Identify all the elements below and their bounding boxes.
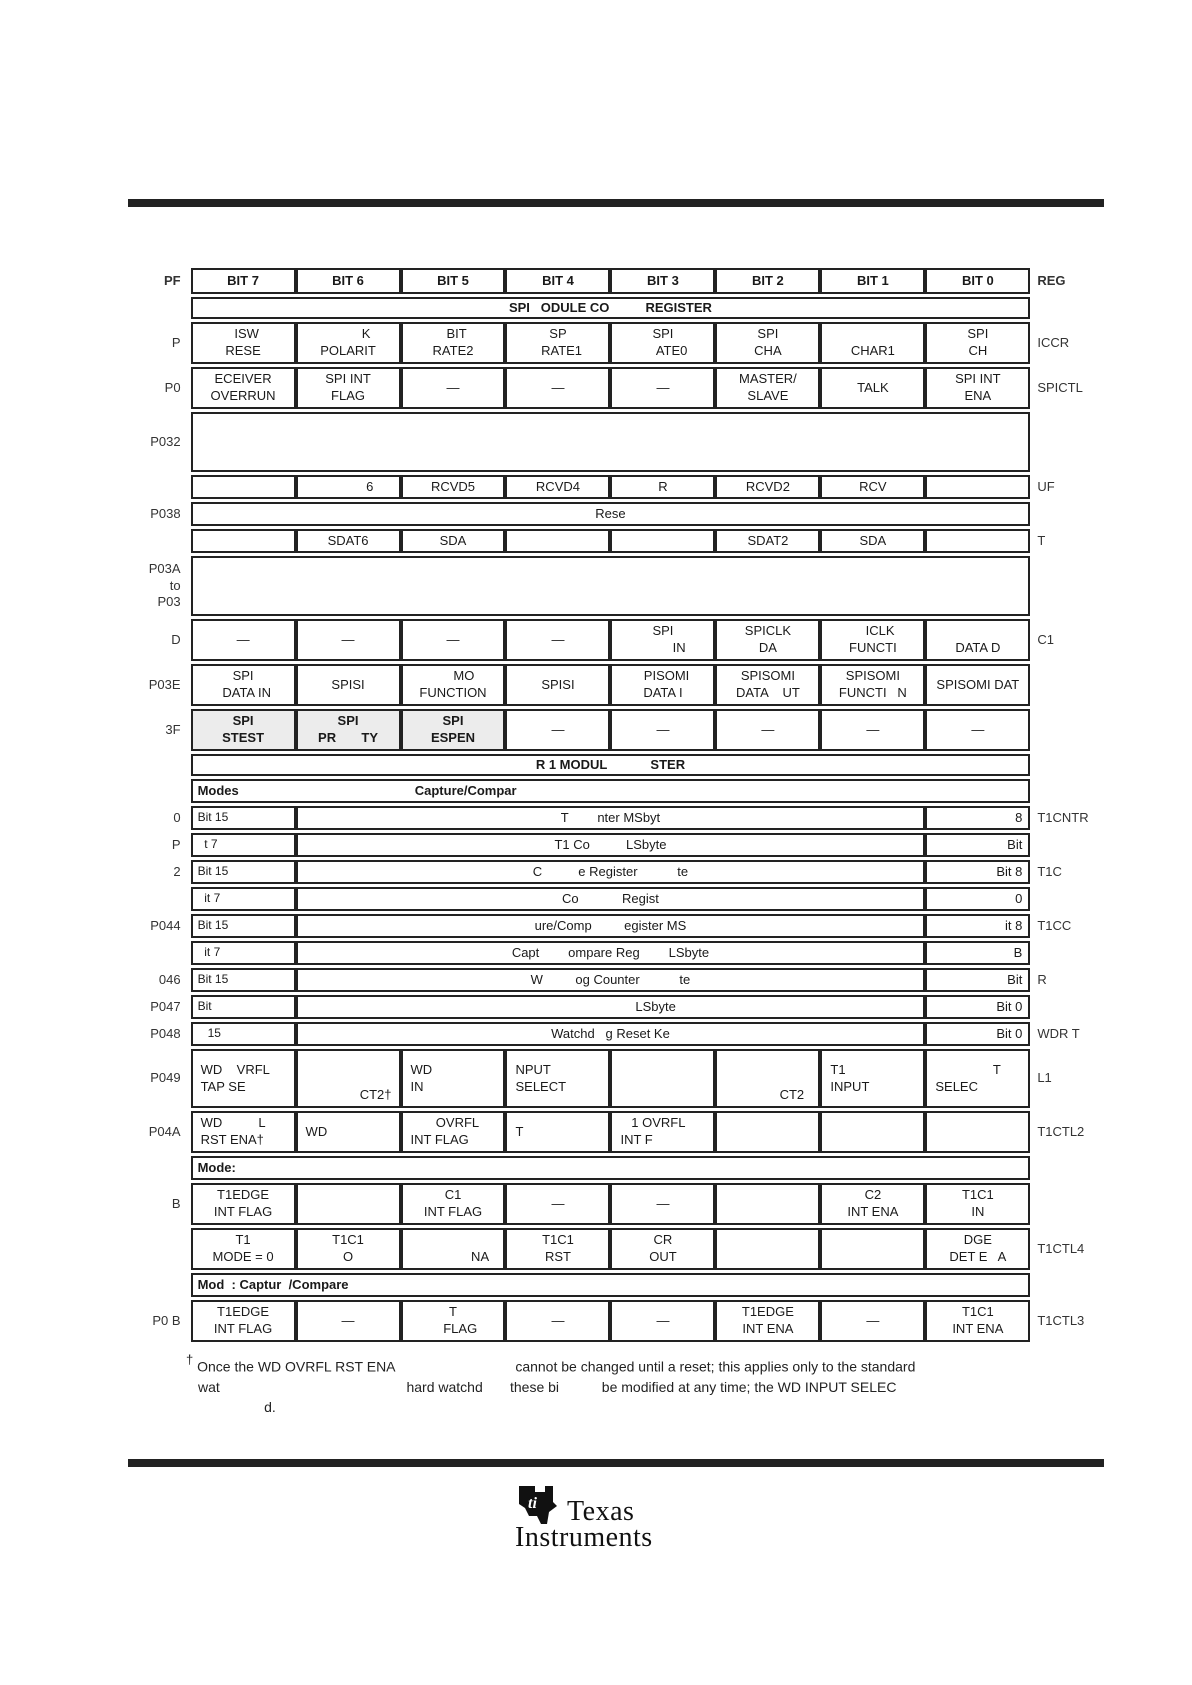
bit-cell: [610, 529, 715, 553]
register-row: [128, 619, 1098, 661]
bit-cell: —: [505, 619, 610, 661]
logo-word-texas: Texas: [567, 1496, 635, 1527]
register-name: C1: [1037, 631, 1054, 647]
bit-cell: —: [820, 1300, 925, 1342]
bit-cell: [925, 529, 1030, 553]
bit-header: BIT 1: [820, 268, 925, 294]
word-row: [128, 968, 1098, 992]
bit-cell: ISW RESE: [191, 322, 296, 364]
bit-cell: MO FUNCTION: [401, 664, 506, 706]
register-table: [128, 265, 1098, 1345]
bit-header: BIT 5: [401, 268, 506, 294]
register-row: [128, 1228, 1098, 1270]
bit-cell: 6: [296, 475, 401, 499]
bit-cell: [820, 1228, 925, 1270]
register-row: [128, 367, 1098, 409]
register-row: [128, 322, 1098, 364]
register-name: R: [1037, 971, 1047, 987]
bit-cell: SPI CHA: [715, 322, 820, 364]
pf-address: P049: [150, 1070, 181, 1086]
register-name: [1030, 297, 1098, 319]
bit-cell: —: [820, 709, 925, 751]
register-word-name: Co Regist: [296, 887, 926, 911]
pf-address: [128, 887, 191, 911]
section-row: [128, 754, 1098, 776]
pf-address: P032: [150, 433, 181, 449]
register-name: UF: [1037, 478, 1055, 494]
register-row: [128, 709, 1098, 751]
bit-cell: SPISOMI FUNCTI N: [820, 664, 925, 706]
bit-cell: [610, 1049, 715, 1108]
bit-cell: DATA D: [925, 619, 1030, 661]
bit-cell: SPISOMI DATA UT: [715, 664, 820, 706]
register-name: [1030, 664, 1098, 706]
dagger-mark: †: [186, 1352, 194, 1367]
bit-cell: SDAT6: [296, 529, 401, 553]
mode-row: [128, 1156, 1098, 1180]
bit-cell: C2 INT ENA: [820, 1183, 925, 1225]
mode-label: Modes: [197, 782, 239, 798]
bit-cell: TALK: [820, 367, 925, 409]
bit-cell: SPICLK DA: [715, 619, 820, 661]
word-row: [128, 1022, 1098, 1046]
bit-cell: —: [610, 1183, 715, 1225]
lsb-label: Bit 0: [925, 1022, 1030, 1046]
pf-address: D: [171, 631, 181, 647]
bit-cell: WD: [296, 1111, 401, 1153]
bit-header: BIT 6: [296, 268, 401, 294]
register-row: [128, 1049, 1098, 1108]
pf-address: P03E: [148, 676, 181, 692]
footnote-line-1: Once the WD OVRFL RST ENA cannot be changed until a reset; this applies only to the standard: [197, 1358, 916, 1375]
section-title-spi: SPI ODULE CO REGISTER: [191, 297, 1031, 319]
mode-row: [128, 1273, 1098, 1297]
bit-cell: SP RATE1: [505, 322, 610, 364]
bit-cell: [296, 1183, 401, 1225]
bit-cell: [715, 1183, 820, 1225]
bit-cell: WD IN: [401, 1049, 506, 1108]
pf-address: [128, 1273, 191, 1297]
register-name: [1030, 709, 1098, 751]
bit-cell: CT2: [715, 1049, 820, 1108]
register-row: [128, 502, 1098, 526]
bit-cell: T1C1 INT ENA: [925, 1300, 1030, 1342]
bit-cell: T SELEC: [925, 1049, 1030, 1108]
bit-cell: [925, 1111, 1030, 1153]
register-row: [128, 1300, 1098, 1342]
register-name: [1030, 1183, 1098, 1225]
register-name: [1030, 556, 1098, 616]
bit-cell: [925, 475, 1030, 499]
bit-header: BIT 3: [610, 268, 715, 294]
bit-cell: T1C1 O: [296, 1228, 401, 1270]
register-word-name: T1 Co LSbyte: [296, 833, 926, 857]
reserved-block: [191, 412, 1031, 472]
bit-cell: T1 MODE = 0: [191, 1228, 296, 1270]
bit-cell: SPI CH: [925, 322, 1030, 364]
register-name: [1030, 941, 1098, 965]
register-name: T1CTL2: [1037, 1123, 1085, 1139]
bit-cell: R: [610, 475, 715, 499]
bit-cell: SPISI: [296, 664, 401, 706]
word-row: [128, 806, 1098, 830]
word-row: [128, 887, 1098, 911]
lsb-label: it 8: [925, 914, 1030, 938]
bit-cell: —: [296, 1300, 401, 1342]
pf-address: 2: [173, 863, 181, 879]
footnote: [186, 1352, 1016, 1417]
svg-text:ti: ti: [528, 1495, 537, 1512]
bit-cell: CHAR1: [820, 322, 925, 364]
bit-cell: RCV: [820, 475, 925, 499]
register-name: [1030, 779, 1098, 803]
register-name: SPICTL: [1037, 379, 1083, 395]
bit-cell: T FLAG: [401, 1300, 506, 1342]
bit-cell: SPISOMI DAT: [925, 664, 1030, 706]
register-name: T1CTL3: [1037, 1312, 1085, 1328]
msb-label: it 7: [191, 887, 296, 911]
register-word-name: Watchd g Reset Ke: [296, 1022, 926, 1046]
footnote-line-3: d.: [198, 1398, 276, 1415]
register-word-name: C e Register te: [296, 860, 926, 884]
bit-cell: T1EDGE INT FLAG: [191, 1300, 296, 1342]
bit-cell: NPUT SELECT: [505, 1049, 610, 1108]
header-row: [128, 268, 1098, 294]
bit-cell: SPI STEST: [191, 709, 296, 751]
lsb-label: 8: [925, 806, 1030, 830]
register-name: [1030, 1156, 1098, 1180]
lsb-label: Bit 0: [925, 995, 1030, 1019]
pf-address: P: [171, 836, 181, 852]
bit-cell: SPI INT FLAG: [296, 367, 401, 409]
bit-header: BIT 0: [925, 268, 1030, 294]
texas-instruments-logo: [513, 1478, 723, 1553]
pf-address: [128, 1156, 191, 1180]
bit-cell: CR OUT: [610, 1228, 715, 1270]
bit-cell: [820, 1111, 925, 1153]
bit-cell: —: [505, 709, 610, 751]
msb-label: Bit 15: [191, 806, 296, 830]
section-row: [128, 297, 1098, 319]
bit-cell: —: [715, 709, 820, 751]
bit-cell: NA: [401, 1228, 506, 1270]
bit-cell: CT2†: [296, 1049, 401, 1108]
bit-cell: —: [191, 619, 296, 661]
bit-cell: C1 INT FLAG: [401, 1183, 506, 1225]
register-name: L1: [1037, 1070, 1052, 1086]
bit-cell: —: [610, 367, 715, 409]
pf-address: P03A to P03: [148, 560, 181, 610]
bit-cell: ECEIVER OVERRUN: [191, 367, 296, 409]
pf-address: [128, 754, 191, 776]
register-name: REG: [1037, 272, 1066, 288]
bit-cell: OVRFL INT FLAG: [401, 1111, 506, 1153]
bit-cell: SDA: [401, 529, 506, 553]
pf-address: [128, 1228, 191, 1270]
pf-address: P0: [164, 379, 181, 395]
word-row: [128, 860, 1098, 884]
bit-cell: WD VRFL TAP SE: [191, 1049, 296, 1108]
bit-cell: [191, 475, 296, 499]
msb-label: 15: [191, 1022, 296, 1046]
bit-cell: [505, 529, 610, 553]
bit-cell: [715, 1111, 820, 1153]
bit-cell: PISOMI DATA I: [610, 664, 715, 706]
bit-cell: —: [610, 709, 715, 751]
register-name: [1030, 502, 1098, 526]
pf-address: [128, 297, 191, 319]
bit-cell: ICLK FUNCTI: [820, 619, 925, 661]
bit-cell: SPI DATA IN: [191, 664, 296, 706]
register-name: ICCR: [1037, 334, 1070, 350]
register-row: [128, 664, 1098, 706]
register-name: T1C: [1037, 863, 1062, 879]
pf-address: 3F: [165, 721, 181, 737]
bit-cell: MASTER/ SLAVE: [715, 367, 820, 409]
bit-header: BIT 4: [505, 268, 610, 294]
register-name: T: [1037, 532, 1046, 548]
bit-cell: 1 OVRFL INT F: [610, 1111, 715, 1153]
msb-label: Bit 15: [191, 968, 296, 992]
bit-cell: —: [401, 367, 506, 409]
word-row: [128, 833, 1098, 857]
bit-cell: SPI IN: [610, 619, 715, 661]
word-row: [128, 995, 1098, 1019]
lsb-label: Bit: [925, 968, 1030, 992]
bit-cell: —: [610, 1300, 715, 1342]
bit-cell: SPI ESPEN: [401, 709, 506, 751]
pf-address: P044: [150, 917, 181, 933]
mode-label-capture: Capture/Compar: [414, 782, 517, 798]
pf-address: [128, 475, 191, 499]
lsb-label: B: [925, 941, 1030, 965]
bit-cell: K POLARIT: [296, 322, 401, 364]
register-row: [128, 475, 1098, 499]
pf-address: P0 B: [152, 1312, 181, 1328]
bit-cell: T1EDGE INT FLAG: [191, 1183, 296, 1225]
bit-cell: SDA: [820, 529, 925, 553]
bit-cell: SDAT2: [715, 529, 820, 553]
register-name: [1030, 995, 1098, 1019]
msb-label: Bit 15: [191, 914, 296, 938]
bit-cell: —: [296, 619, 401, 661]
bit-cell: SPI INT ENA: [925, 367, 1030, 409]
bit-cell: RCVD2: [715, 475, 820, 499]
register-word-name: Capt ompare Reg LSbyte: [296, 941, 926, 965]
register-name: [1030, 754, 1098, 776]
msb-label: Bit 15: [191, 860, 296, 884]
bit-cell: SPI ATE0: [610, 322, 715, 364]
bit-cell: T1 INPUT: [820, 1049, 925, 1108]
lsb-label: Bit 8: [925, 860, 1030, 884]
bit-cell: WD L RST ENA†: [191, 1111, 296, 1153]
reserved-block: [191, 556, 1031, 616]
bit-cell: T1C1 IN: [925, 1183, 1030, 1225]
lsb-label: Bit: [925, 833, 1030, 857]
register-row: [128, 412, 1098, 472]
mode-label-row: [191, 779, 1031, 803]
pf-address: [128, 529, 191, 553]
reserved-row: Rese: [191, 502, 1031, 526]
register-row: [128, 556, 1098, 616]
register-word-name: W og Counter te: [296, 968, 926, 992]
bit-cell: BIT RATE2: [401, 322, 506, 364]
bit-cell: DGE DET E A: [925, 1228, 1030, 1270]
bit-cell: RCVD4: [505, 475, 610, 499]
bit-cell: [715, 1228, 820, 1270]
register-name: T1CC: [1037, 917, 1072, 933]
msb-label: it 7: [191, 941, 296, 965]
mode-row: [128, 779, 1098, 803]
msb-label: t 7: [191, 833, 296, 857]
register-row: [128, 1111, 1098, 1153]
pf-address: [128, 779, 191, 803]
register-name: WDR T: [1037, 1025, 1080, 1041]
bottom-rule: [128, 1459, 1104, 1467]
pf-address: PF: [163, 272, 181, 288]
pf-address: P048: [150, 1025, 181, 1041]
bit-cell: T1EDGE INT ENA: [715, 1300, 820, 1342]
bit-cell: —: [505, 1300, 610, 1342]
bit-header: BIT 2: [715, 268, 820, 294]
register-word-name: T nter MSbyt: [296, 806, 926, 830]
bit-cell: —: [401, 619, 506, 661]
pf-address: P047: [150, 998, 181, 1014]
bit-cell: SPISI: [505, 664, 610, 706]
mode-label: Mode:: [191, 1156, 1031, 1180]
logo-word-instruments: Instruments: [515, 1522, 653, 1553]
register-word-name: LSbyte: [296, 995, 926, 1019]
pf-address: [128, 941, 191, 965]
register-row: [128, 1183, 1098, 1225]
footnote-line-2: wat hard watchd these bi be modified at any time; the WD INPUT SELEC: [198, 1378, 897, 1395]
register-word-name: ure/Comp egister MS: [296, 914, 926, 938]
bit-cell: —: [505, 1183, 610, 1225]
pf-address: 0: [173, 809, 181, 825]
msb-label: Bit: [191, 995, 296, 1019]
pf-address: 046: [158, 971, 181, 987]
bit-cell: SPI PR TY: [296, 709, 401, 751]
bit-cell: T: [505, 1111, 610, 1153]
register-name: [1030, 412, 1098, 472]
word-row: [128, 914, 1098, 938]
pf-address: B: [171, 1195, 181, 1211]
bit-cell: T1C1 RST: [505, 1228, 610, 1270]
lsb-label: 0: [925, 887, 1030, 911]
bit-cell: —: [505, 367, 610, 409]
pf-address: P038: [150, 505, 181, 521]
register-name: T1CNTR: [1037, 809, 1089, 825]
register-name: [1030, 887, 1098, 911]
pf-address: P04A: [148, 1123, 181, 1139]
top-rule: [128, 199, 1104, 207]
bit-cell: RCVD5: [401, 475, 506, 499]
register-name: [1030, 833, 1098, 857]
bit-cell: [191, 529, 296, 553]
pf-address: P: [171, 334, 181, 350]
register-name: [1030, 1273, 1098, 1297]
section-title-t1: R 1 MODUL STER: [191, 754, 1031, 776]
register-name: T1CTL4: [1037, 1240, 1085, 1256]
register-map: [128, 265, 1098, 1345]
register-row: [128, 529, 1098, 553]
word-row: [128, 941, 1098, 965]
mode-label-capture-compare: Mod : Captur /Compare: [191, 1273, 1031, 1297]
bit-header: BIT 7: [191, 268, 296, 294]
bit-cell: —: [925, 709, 1030, 751]
